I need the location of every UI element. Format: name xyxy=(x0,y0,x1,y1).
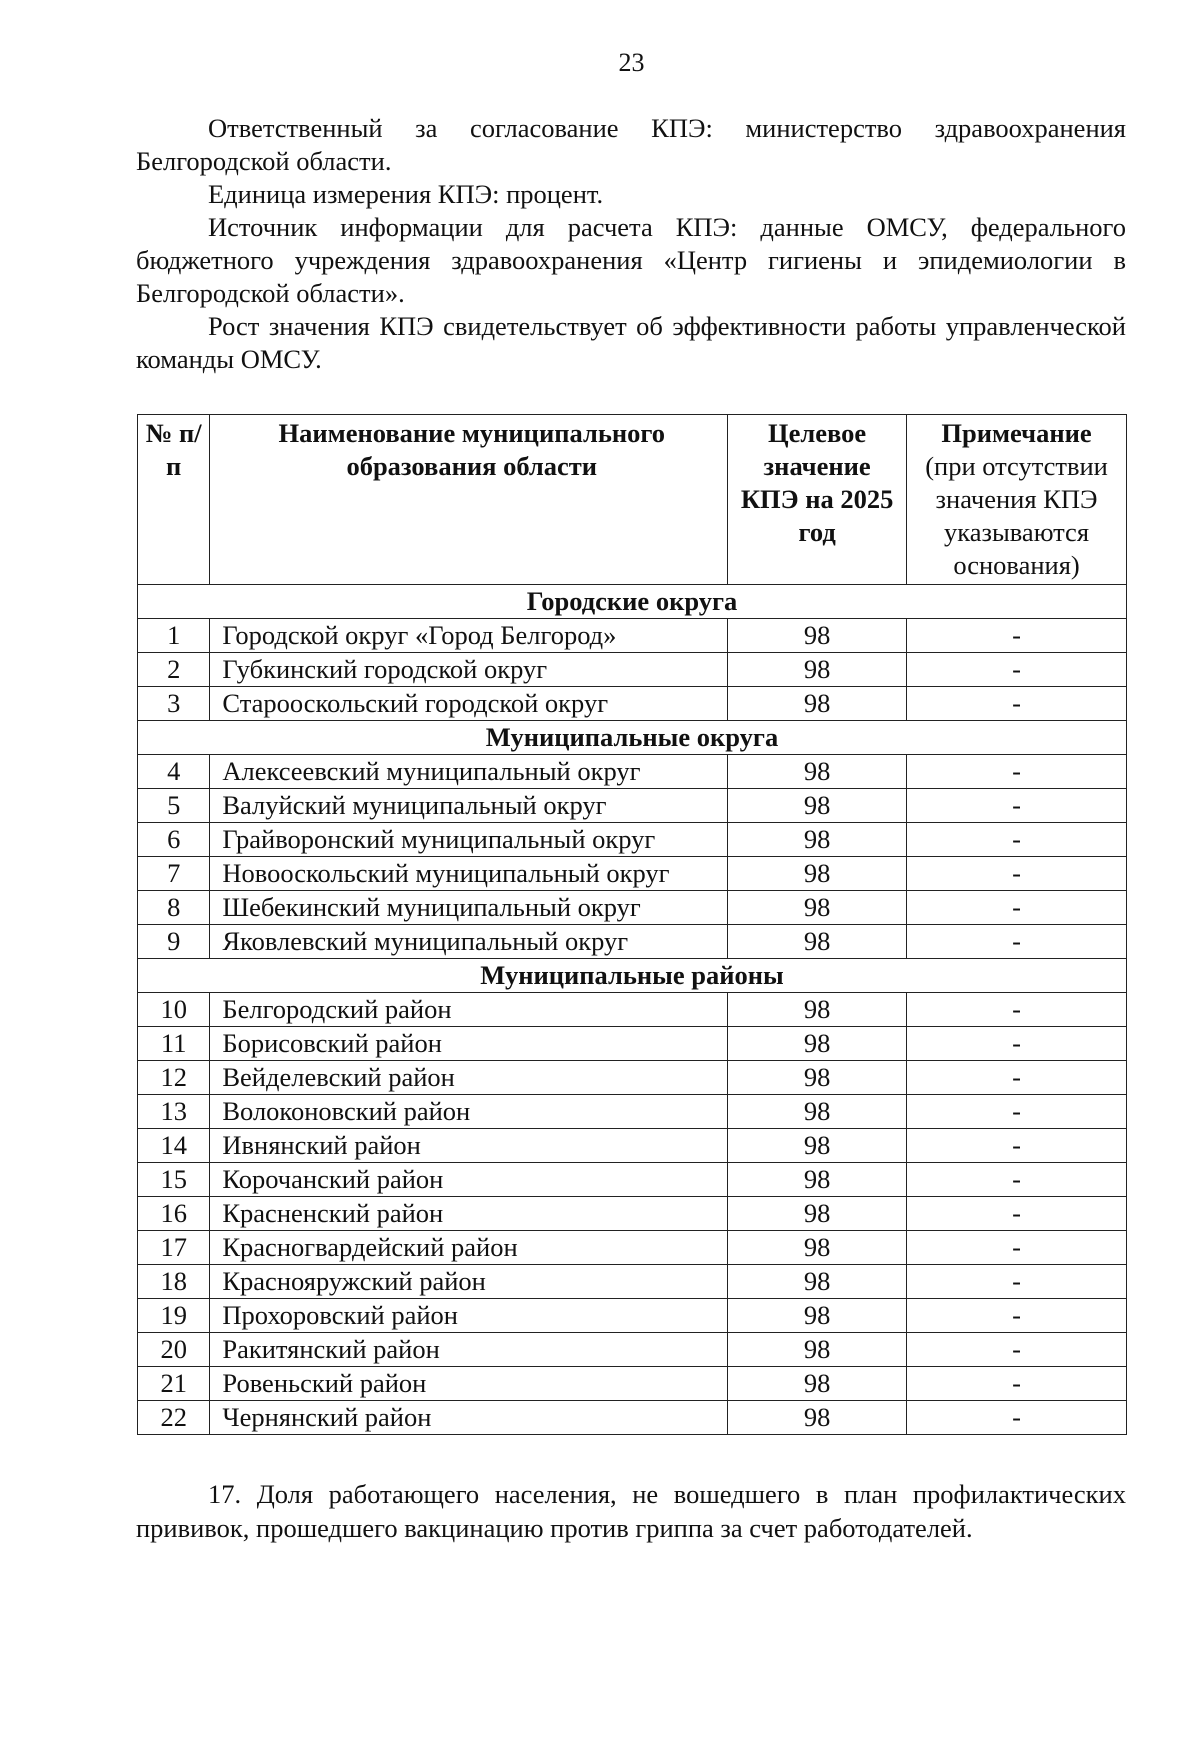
row-name: Городской округ «Город Белгород» xyxy=(210,619,728,653)
row-value: 98 xyxy=(728,857,907,891)
table-row xyxy=(138,1095,1127,1129)
row-number: 10 xyxy=(138,993,210,1027)
row-value: 98 xyxy=(728,1231,907,1265)
table-row xyxy=(138,619,1127,653)
table-row xyxy=(138,687,1127,721)
row-name: Губкинский городской округ xyxy=(210,653,728,687)
row-value: 98 xyxy=(728,1401,907,1435)
row-note: - xyxy=(907,1231,1127,1265)
table-row xyxy=(138,1027,1127,1061)
row-name: Валуйский муниципальный округ xyxy=(210,789,728,823)
row-value: 98 xyxy=(728,1027,907,1061)
row-note: - xyxy=(907,1197,1127,1231)
row-number: 3 xyxy=(138,687,210,721)
row-note: - xyxy=(907,1061,1127,1095)
row-note: - xyxy=(907,857,1127,891)
row-name: Волоконовский район xyxy=(210,1095,728,1129)
table-row xyxy=(138,1333,1127,1367)
row-number: 15 xyxy=(138,1163,210,1197)
row-number: 4 xyxy=(138,755,210,789)
row-name: Старооскольский городской округ xyxy=(210,687,728,721)
row-note: - xyxy=(907,755,1127,789)
row-name: Грайворонский муниципальный округ xyxy=(210,823,728,857)
table-row xyxy=(138,1401,1127,1435)
row-value: 98 xyxy=(728,789,907,823)
row-number: 6 xyxy=(138,823,210,857)
row-name: Новооскольский муниципальный округ xyxy=(210,857,728,891)
row-value: 98 xyxy=(728,687,907,721)
row-name: Ровеньский район xyxy=(210,1367,728,1401)
table-row xyxy=(138,1299,1127,1333)
row-name: Ракитянский район xyxy=(210,1333,728,1367)
row-number: 22 xyxy=(138,1401,210,1435)
intro-paragraph: Единица измерения КПЭ: процент. xyxy=(208,179,604,209)
table-row xyxy=(138,925,1127,959)
row-note: - xyxy=(907,789,1127,823)
row-value: 98 xyxy=(728,1265,907,1299)
row-name: Корочанский район xyxy=(210,1163,728,1197)
header-value: Целевое значение КПЭ на 2025 год xyxy=(728,415,907,585)
table-row xyxy=(138,1265,1127,1299)
table-row xyxy=(138,1231,1127,1265)
row-note: - xyxy=(907,925,1127,959)
row-note: - xyxy=(907,1333,1127,1367)
row-note: - xyxy=(907,891,1127,925)
intro-paragraph: Рост значения КПЭ свидетельствует об эффективности работы управленческой команды ОМСУ. xyxy=(136,311,1126,374)
header-name: Наименование муниципального образования области xyxy=(210,415,728,585)
row-value: 98 xyxy=(728,1197,907,1231)
row-number: 13 xyxy=(138,1095,210,1129)
row-value: 98 xyxy=(728,1061,907,1095)
table-header-row xyxy=(138,415,1127,585)
table-row xyxy=(138,1163,1127,1197)
header-num: № п/п xyxy=(138,415,210,585)
row-name: Яковлевский муниципальный округ xyxy=(210,925,728,959)
row-value: 98 xyxy=(728,925,907,959)
kpe-table xyxy=(137,414,1127,1435)
row-number: 2 xyxy=(138,653,210,687)
row-note: - xyxy=(907,1095,1127,1129)
row-number: 1 xyxy=(138,619,210,653)
group-title: Городские округа xyxy=(138,585,1127,619)
group-row xyxy=(138,959,1127,993)
row-name: Шебекинский муниципальный округ xyxy=(210,891,728,925)
row-value: 98 xyxy=(728,993,907,1027)
row-number: 20 xyxy=(138,1333,210,1367)
table-row xyxy=(138,891,1127,925)
row-note: - xyxy=(907,653,1127,687)
row-note: - xyxy=(907,1265,1127,1299)
row-name: Борисовский район xyxy=(210,1027,728,1061)
row-note: - xyxy=(907,619,1127,653)
table-row xyxy=(138,823,1127,857)
row-note: - xyxy=(907,1401,1127,1435)
table-row xyxy=(138,857,1127,891)
row-number: 5 xyxy=(138,789,210,823)
row-number: 17 xyxy=(138,1231,210,1265)
row-note: - xyxy=(907,1163,1127,1197)
table-row xyxy=(138,653,1127,687)
row-name: Прохоровский район xyxy=(210,1299,728,1333)
table-row xyxy=(138,1129,1127,1163)
header-note-title: Примечание xyxy=(941,418,1092,448)
row-number: 14 xyxy=(138,1129,210,1163)
row-note: - xyxy=(907,1367,1127,1401)
row-name: Чернянский район xyxy=(210,1401,728,1435)
table-row xyxy=(138,1061,1127,1095)
row-note: - xyxy=(907,1299,1127,1333)
outro-paragraph: 17. Доля работающего населения, не вошедшего в план профилактических прививок, прошедшего вакцинацию против гриппа за счет работодателей. xyxy=(136,1479,1126,1543)
row-number: 19 xyxy=(138,1299,210,1333)
group-title: Муниципальные районы xyxy=(138,959,1127,993)
table-row xyxy=(138,993,1127,1027)
table-row xyxy=(138,1197,1127,1231)
row-value: 98 xyxy=(728,891,907,925)
row-note: - xyxy=(907,1027,1127,1061)
row-value: 98 xyxy=(728,755,907,789)
row-number: 18 xyxy=(138,1265,210,1299)
row-value: 98 xyxy=(728,1299,907,1333)
row-name: Краснояружский район xyxy=(210,1265,728,1299)
intro-paragraph: Ответственный за согласование КПЭ: министерство здравоохранения Белгородской области. xyxy=(136,113,1126,176)
row-number: 11 xyxy=(138,1027,210,1061)
table-row xyxy=(138,755,1127,789)
row-value: 98 xyxy=(728,1163,907,1197)
row-name: Ивнянский район xyxy=(210,1129,728,1163)
header-note xyxy=(907,415,1127,585)
row-name: Красненский район xyxy=(210,1197,728,1231)
row-number: 21 xyxy=(138,1367,210,1401)
row-number: 7 xyxy=(138,857,210,891)
row-value: 98 xyxy=(728,1333,907,1367)
intro-text xyxy=(136,112,1126,376)
row-note: - xyxy=(907,823,1127,857)
row-name: Белгородский район xyxy=(210,993,728,1027)
row-number: 9 xyxy=(138,925,210,959)
row-note: - xyxy=(907,993,1127,1027)
row-name: Вейделевский район xyxy=(210,1061,728,1095)
row-name: Красногвардейский район xyxy=(210,1231,728,1265)
group-row xyxy=(138,585,1127,619)
row-note: - xyxy=(907,1129,1127,1163)
header-note-sub: (при отсутствии значения КПЭ указываются основания) xyxy=(925,451,1108,580)
row-value: 98 xyxy=(728,1129,907,1163)
table-row xyxy=(138,1367,1127,1401)
table-row xyxy=(138,789,1127,823)
row-note: - xyxy=(907,687,1127,721)
intro-paragraph: Источник информации для расчета КПЭ: данные ОМСУ, федерального бюджетного учреждения здравоохранения «Центр гигиены и эпидемиологии в Белгородской области». xyxy=(136,212,1126,308)
row-number: 12 xyxy=(138,1061,210,1095)
table-body xyxy=(138,585,1127,1435)
row-value: 98 xyxy=(728,653,907,687)
row-value: 98 xyxy=(728,823,907,857)
row-value: 98 xyxy=(728,619,907,653)
outro-text xyxy=(136,1477,1126,1545)
row-name: Алексеевский муниципальный округ xyxy=(210,755,728,789)
page-number: 23 xyxy=(618,48,645,77)
row-value: 98 xyxy=(728,1367,907,1401)
row-value: 98 xyxy=(728,1095,907,1129)
group-row xyxy=(138,721,1127,755)
row-number: 16 xyxy=(138,1197,210,1231)
group-title: Муниципальные округа xyxy=(138,721,1127,755)
row-number: 8 xyxy=(138,891,210,925)
